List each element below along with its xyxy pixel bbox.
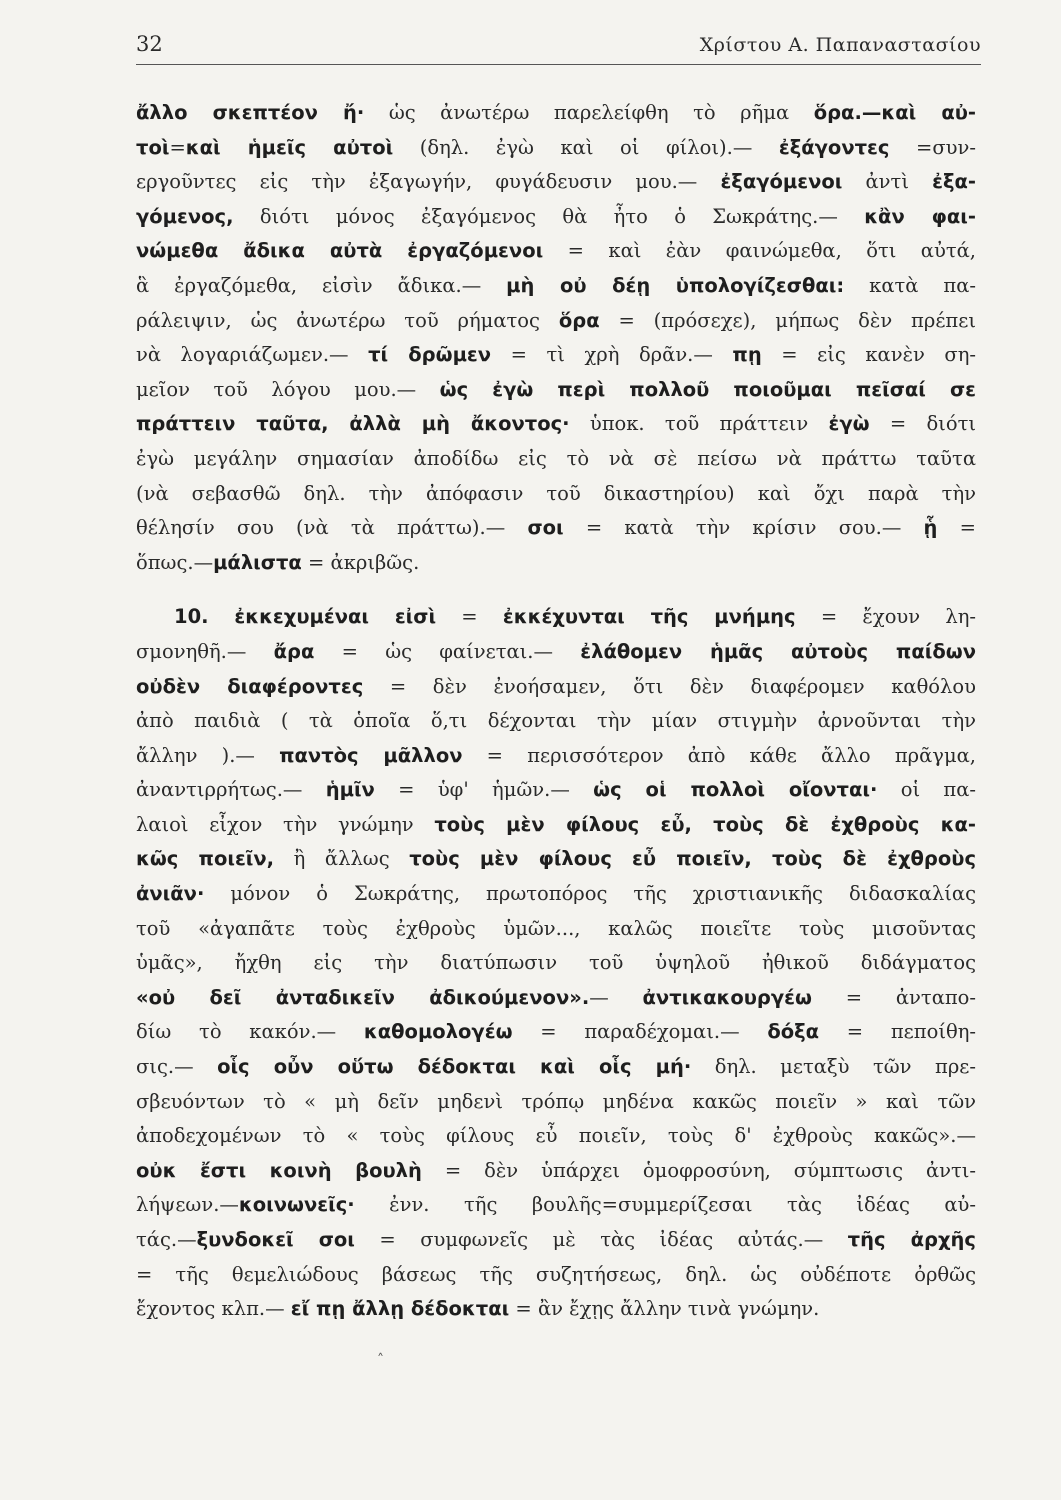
bold-phrase: καὶ ἡμεῖς αὐτοὶ [185, 135, 394, 159]
bold-phrase: ἐγὼ [828, 412, 870, 436]
bold-phrase: ξυνδοκεῖ σοι [196, 1228, 355, 1251]
text-line [136, 1119, 976, 1154]
text-run: = εἰς κανὲν ση- [761, 343, 977, 367]
text-line [136, 877, 976, 912]
text-run: = ὑφ' ἡμῶν.— [374, 778, 594, 802]
text-line [136, 1188, 976, 1223]
bold-phrase: «οὐ δεῖ ἀνταδικεῖν ἀδικούμενον». [136, 985, 590, 1009]
text-line [136, 165, 976, 200]
text-line [136, 131, 976, 166]
text-run: μόνον ὁ Σωκράτης, πρωτοπόρος τῆς χριστιανικῆς διδασκαλίας [204, 882, 976, 906]
text-run: =συν- [889, 135, 976, 159]
text-line [136, 546, 976, 581]
text-line [136, 1223, 976, 1258]
text-run: ἐνν. τῆς βουλῆς=συμμερίζεσαι τὰς ἰδέας αὐ- [354, 1193, 976, 1217]
bold-phrase: τί δρῶμεν [368, 343, 492, 367]
text-run: ἐγὼ μεγάλην σημασίαν ἀποδίδω εἰς τὸ νὰ σὲ πείσω νὰ πράττω ταῦτα [136, 446, 976, 470]
text-run: εργοῦντες εἰς τὴν ἐξαγωγήν, φυγάδευσιν μου.— [136, 170, 721, 194]
text-run: κατὰ πα- [844, 273, 976, 297]
text-line [136, 373, 976, 408]
text-run: = ὡς φαίνεται.— [314, 639, 581, 663]
bold-phrase: ᾗ [923, 516, 938, 540]
bold-phrase: κἂν φαι- [864, 204, 977, 228]
text-line [136, 269, 976, 304]
text-run: σβευόντων τὸ « μὴ δεῖν μηδενὶ τρόπῳ μηδένα κακῶς ποιεῖν » καὶ τῶν [136, 1089, 976, 1113]
paragraph-1 [136, 96, 976, 580]
text-run: (δηλ. ἐγὼ καὶ οἱ φίλοι).— [393, 135, 779, 159]
text-run: = [436, 605, 503, 629]
bold-phrase: καθομολογέω [363, 1020, 513, 1044]
text-line [136, 842, 976, 877]
body-text [136, 96, 976, 1327]
text-line [136, 912, 976, 947]
bold-phrase: ἀντικακουργέω [642, 985, 812, 1009]
bold-phrase: νώμεθα ἄδικα αὐτὰ ἐργαζόμενοι [136, 239, 544, 263]
text-run: = (πρόσεχε), μήπως δὲν πρέπει [599, 308, 976, 332]
text-line [136, 1085, 976, 1120]
bold-phrase: τοὶ [136, 135, 170, 159]
text-run: ράλειψιν, ὡς ἀνωτέρω τοῦ ρήματος [136, 308, 559, 332]
text-run: = [169, 135, 186, 159]
text-run: = κατὰ τὴν κρίσιν σου.— [563, 516, 924, 540]
text-run: σις.— [136, 1055, 218, 1079]
text-line [136, 338, 976, 373]
text-line [136, 981, 976, 1016]
bold-phrase: τοὺς μὲν φίλους εὖ, τοὺς δὲ ἐχθροὺς κα- [434, 812, 976, 836]
bold-phrase: εἴ πῃ ἄλλῃ δέδοκται [290, 1297, 510, 1321]
text-line [136, 234, 976, 269]
bold-phrase: πράττειν ταῦτα, ἀλλὰ μὴ ἄκοντος· [136, 412, 570, 436]
bold-phrase: τοὺς μὲν φίλους εὖ ποιεῖν, τοὺς δὲ ἐχθροὺς [409, 847, 976, 871]
text-line [136, 946, 976, 981]
text-run: ἔχοντος κλπ.— [136, 1297, 291, 1321]
bold-phrase: γόμενος, [136, 204, 234, 228]
text-line [136, 442, 976, 477]
text-line [136, 96, 976, 131]
text-run: σμονηθῆ.— [136, 639, 274, 663]
bold-phrase: ἐλάθομεν ἡμᾶς αὐτοὺς παίδων [580, 639, 976, 663]
text-run: μεῖον τοῦ λόγου μου.— [136, 377, 440, 401]
text-run: (νὰ σεβασθῶ δηλ. τὴν ἀπόφασιν τοῦ δικαστηρίου) καὶ ὄχι παρὰ τὴν [136, 481, 976, 505]
text-run: = ἂν ἔχῃς ἄλλην τινὰ γνώμην. [509, 1297, 820, 1321]
bold-phrase: ὅρα.—καὶ αὐ- [813, 101, 976, 124]
page-header [136, 30, 981, 65]
bold-phrase: μάλιστα [213, 550, 302, 574]
running-title: Χρίστου Α. Παπαναστασίου [699, 34, 981, 56]
text-line [136, 773, 976, 808]
text-run: = καὶ ἐὰν φαινώμεθα, ὅτι αὐτά, [543, 239, 976, 263]
bold-phrase: ὅρα [558, 308, 600, 332]
bold-phrase: οὐδὲν διαφέροντες [136, 674, 364, 698]
text-line [136, 304, 976, 339]
text-run: τοῦ «ἀγαπᾶτε τοὺς ἐχθροὺς ὑμῶν..., καλῶς ποιεῖτε τοὺς μισοῦντας [136, 916, 976, 940]
text-line [136, 600, 976, 635]
text-run: = παραδέχομαι.— [512, 1020, 768, 1044]
text-line [136, 739, 976, 774]
text-line [136, 670, 976, 705]
bold-phrase: ἐκκέχυνται τῆς μνήμης [502, 605, 796, 629]
text-line [136, 1050, 976, 1085]
bold-phrase: μὴ οὐ δέῃ ὑπολογίζεσθαι: [506, 273, 845, 297]
bold-phrase: τῆς ἀρχῆς [847, 1228, 976, 1251]
text-run: = περισσότερον ἀπὸ κάθε ἄλλο πρᾶγμα, [462, 743, 976, 767]
text-run: = ἀνταπο- [811, 985, 977, 1009]
bold-phrase: ἀνιᾶν· [136, 882, 205, 906]
bold-phrase: ἐξα- [932, 170, 976, 194]
text-run: ἀπὸ παιδιὰ ( τὰ ὁποῖα ὅ,τι δέχονται τὴν μίαν στιγμὴν ἀρνοῦνται τὴν [136, 709, 976, 733]
text-line [136, 635, 976, 670]
text-run: = τὶ χρὴ δρᾶν.— [491, 343, 733, 367]
text-run: δηλ. μεταξὺ τῶν πρε- [691, 1055, 976, 1079]
page-number: 32 [136, 32, 163, 56]
text-line [136, 1015, 976, 1050]
text-run: λήψεων.— [136, 1193, 239, 1217]
text-line [136, 1258, 976, 1293]
text-line [136, 1292, 976, 1327]
text-run: δίω τὸ κακόν.— [136, 1020, 364, 1044]
text-run: ἀναντιρρήτως.— [136, 778, 326, 802]
text-line [136, 1154, 976, 1189]
stray-mark: ˄ [377, 1352, 384, 1368]
bold-phrase: 10. ἐκκεχυμέναι εἰσὶ [174, 605, 437, 629]
bold-phrase: δόξα [767, 1020, 820, 1044]
text-run: = ἀκριβῶς. [301, 550, 420, 574]
text-run: ἃ ἐργαζόμεθα, εἰσὶν ἄδικα.— [136, 273, 507, 297]
text-run: θέλησίν σου (νὰ τὰ πράττω).— [136, 516, 528, 540]
bold-phrase: ἐξάγοντες [778, 135, 890, 159]
text-line [136, 477, 976, 512]
text-run: ὑμᾶς», ἤχθη εἰς τὴν διατύπωσιν τοῦ ὑψηλοῦ ἠθικοῦ διδάγματος [136, 951, 976, 975]
text-run: = συμφωνεῖς μὲ τὰς ἰδέας αὐτάς.— [354, 1228, 848, 1251]
text-line [136, 200, 976, 235]
text-run: = δὲν ἐνοήσαμεν, ὅτι δὲν διαφέρομεν καθόλου [363, 674, 977, 698]
text-run: = τῆς θεμελιώδους βάσεως τῆς συζητήσεως, δηλ. ὡς οὐδέποτε ὀρθῶς [136, 1262, 976, 1286]
text-line [136, 407, 976, 442]
text-run: = ἔχουν λη- [795, 605, 976, 629]
text-run: = δὲν ὑπάρχει ὁμοφροσύνη, σύμπτωσις ἀντι- [421, 1158, 976, 1182]
text-run: — [589, 985, 643, 1009]
bold-phrase: ὡς ἐγὼ περὶ πολλοῦ ποιοῦμαι πεῖσαί σε [439, 377, 976, 401]
bold-phrase: οἷς οὖν οὕτω δέδοκται καὶ οἷς μή· [217, 1055, 692, 1079]
text-run: λαιοὶ εἶχον τὴν γνώμην [136, 812, 435, 836]
text-run: τάς.— [136, 1228, 197, 1251]
paragraph-2 [136, 600, 976, 1326]
bold-phrase: ἄρα [273, 639, 315, 663]
text-run: = πεποίθη- [819, 1020, 976, 1044]
text-run: = διότι [869, 412, 977, 436]
text-run: ἢ ἄλλως [274, 847, 410, 871]
bold-phrase: παντὸς μᾶλλον [279, 743, 463, 767]
text-run: ὑποκ. τοῦ πράττειν [569, 412, 829, 436]
bold-phrase: ὡς οἱ πολλοὶ οἴονται· [593, 778, 878, 802]
text-line [136, 704, 976, 739]
text-run: ἀντὶ [842, 170, 933, 194]
text-run: ἀποδεχομένων τὸ « τοὺς φίλους εὖ ποιεῖν, τοὺς δ' ἐχθροὺς κακῶς».— [136, 1124, 976, 1148]
text-run: ἄλλην ).— [136, 743, 280, 767]
text-run: οἱ πα- [877, 778, 976, 802]
bold-phrase: οὐκ ἔστι κοινὴ βουλὴ [136, 1158, 422, 1182]
text-line [136, 808, 976, 843]
text-run: νὰ λογαριάζωμεν.— [136, 343, 369, 367]
bold-phrase: πῃ [732, 343, 762, 367]
text-run: ὡς ἀνωτέρω παρελείφθη τὸ ρῆμα [364, 101, 814, 124]
bold-phrase: σοι [527, 516, 564, 540]
bold-phrase: ἄλλο σκεπτέον ἤ· [136, 101, 365, 124]
bold-phrase: ἐξαγόμενοι [720, 170, 843, 194]
bold-phrase: κοινωνεῖς· [238, 1193, 355, 1217]
text-line [136, 511, 976, 546]
text-run: διότι μόνος ἐξαγόμενος θὰ ἦτο ὁ Σωκράτης.— [233, 204, 865, 228]
text-run: ὅπως.— [136, 550, 214, 574]
text-run: = [937, 516, 976, 540]
bold-phrase: ἡμῖν [325, 778, 375, 802]
bold-phrase: κῶς ποιεῖν, [136, 847, 275, 871]
